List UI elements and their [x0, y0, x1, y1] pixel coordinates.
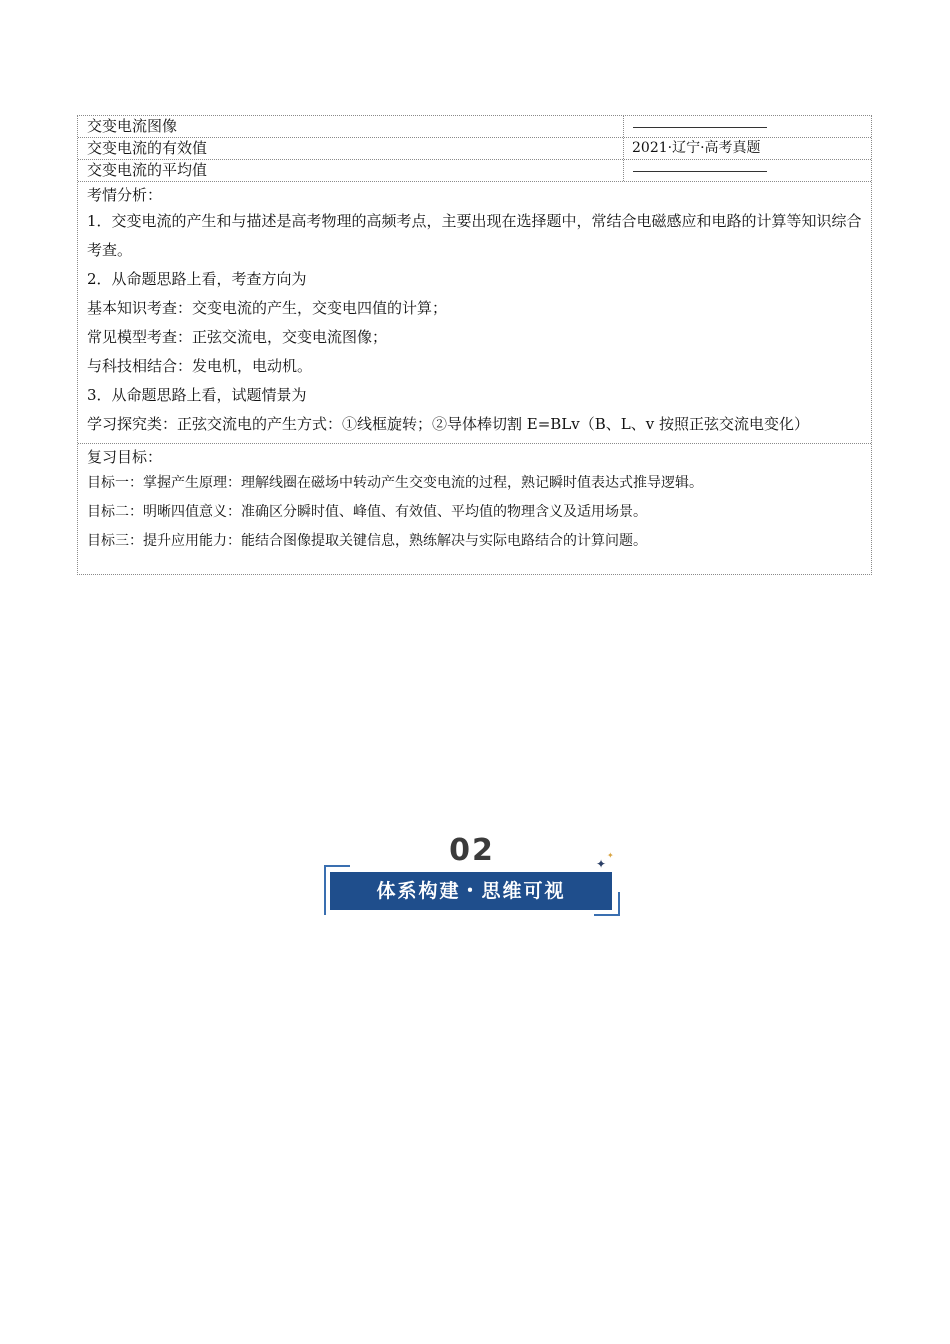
goals-heading: 复习目标：: [87, 448, 163, 466]
table-row: [78, 160, 871, 182]
topic-cell: 交变电流图像: [78, 116, 624, 137]
review-goals-section: [78, 444, 871, 574]
source-blank-line: [633, 127, 767, 128]
sparkle-icon: ✦: [607, 851, 614, 860]
analysis-paragraph: 学习探究类：正弦交流电的产生方式：①线框旋转；②导体棒切割 E=BLv（B、L、v 按照正弦交流电变化）: [87, 415, 809, 433]
goal-item: 目标一：掌握产生原理：理解线圈在磁场中转动产生交变电流的过程，熟记瞬时值表达式推导逻辑。: [87, 475, 703, 491]
source-cell: [624, 160, 871, 181]
section-number: 02: [449, 833, 495, 868]
section-banner: [322, 832, 622, 922]
analysis-paragraph: 1．交变电流的产生和与描述是高考物理的高频考点，主要出现在选择题中，常结合电磁感应和电路的计算等知识综合考查。: [87, 212, 862, 259]
topic-cell: 交变电流的平均值: [78, 160, 624, 181]
analysis-paragraph: 2．从命题思路上看，考查方向为: [87, 270, 307, 288]
analysis-paragraph: 常见模型考查：正弦交流电，交变电流图像；: [87, 328, 388, 346]
exam-analysis-section: [78, 182, 871, 444]
goal-item: 目标三：提升应用能力：能结合图像提取关键信息，熟练解决与实际电路结合的计算问题。: [87, 533, 647, 549]
topic-cell: 交变电流的有效值: [78, 138, 624, 159]
source-cell: [624, 116, 871, 137]
analysis-paragraph: 基本知识考查：交变电流的产生，交变电四值的计算；: [87, 299, 448, 317]
analysis-paragraph: 3．从命题思路上看，试题情景为: [87, 386, 307, 404]
sparkle-icon: ✦: [596, 857, 607, 871]
goal-item: 目标二：明晰四值意义：准确区分瞬时值、峰值、有效值、平均值的物理含义及适用场景。: [87, 504, 647, 520]
source-cell: 2021·辽宁·高考真题: [632, 140, 761, 156]
analysis-paragraph: 与科技相结合：发电机，电动机。: [87, 357, 313, 375]
table-row: [78, 138, 871, 160]
analysis-heading: 考情分析：: [87, 186, 163, 204]
exam-info-table: [77, 115, 872, 575]
source-blank-line: [633, 171, 767, 172]
section-title: 体系构建・思维可视: [330, 872, 612, 910]
table-row: [78, 116, 871, 138]
